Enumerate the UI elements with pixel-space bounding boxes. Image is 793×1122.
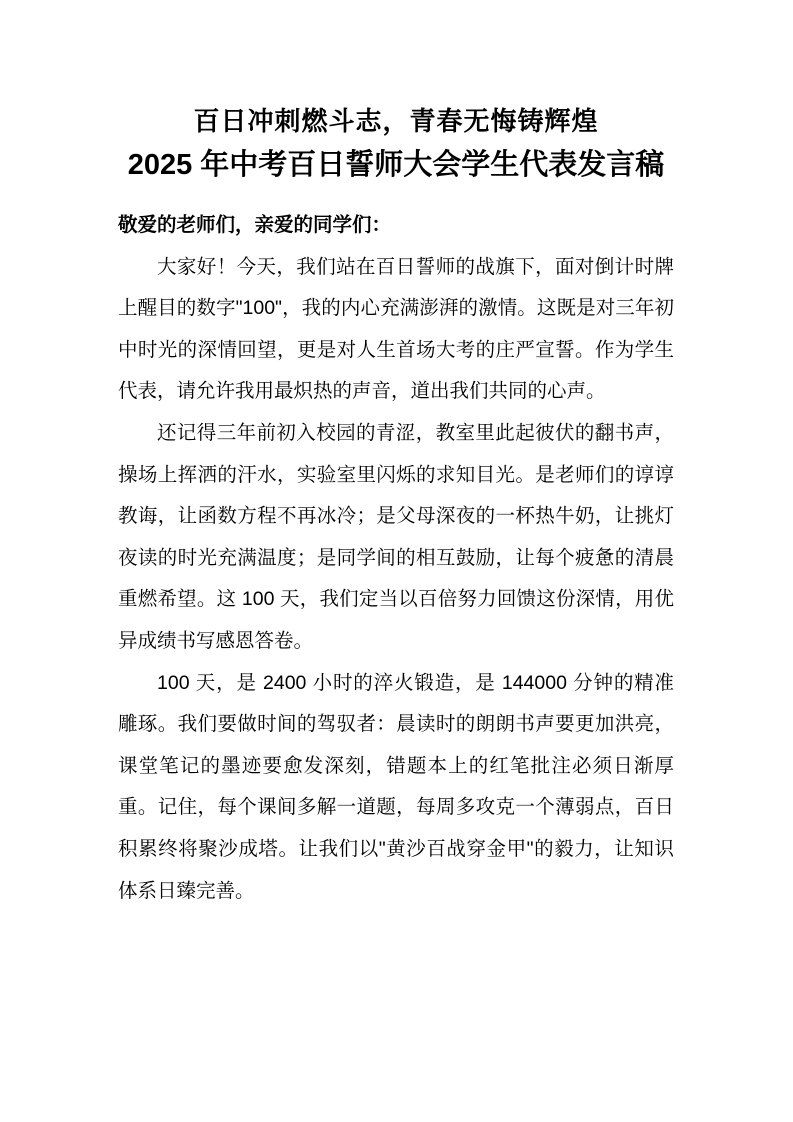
paragraph-1: 大家好！今天，我们站在百日誓师的战旗下，面对倒计时牌上醒目的数字"100"，我的内心充满澎湃的激情。这既是对三年初中时光的深情回望，更是对人生首场大考的庄严宣誓。作为学生代表，请允许我用最炽热的声音，道出我们共同的心声。 <box>118 255 674 403</box>
salutation: 敬爱的老师们，亲爱的同学们： <box>118 214 392 236</box>
paragraph-3: 100 天，是 2400 小时的淬火锻造，是 144000 分钟的精准雕琢。我们要做时间的驾驭者：晨读时的朗朗书声要更加洪亮，课堂笔记的墨迹要愈发深刻，错题本上的红笔批注必须日渐厚重。记住，每个课间多解一道题，每周多攻克一个薄弱点，百日积累终将聚沙成塔。让我们以"黄沙百战穿金甲"的毅力，让知识体系日臻完善。 <box>118 671 674 902</box>
document-title-line2: 2025 年中考百日誓师大会学生代表发言稿 <box>127 149 665 181</box>
document-title-line1: 百日冲刺燃斗志，青春无悔铸辉煌 <box>193 106 599 136</box>
paragraph-2: 还记得三年前初入校园的青涩，教室里此起彼伏的翻书声，操场上挥洒的汗水，实验室里闪烁的求知目光。是老师们的谆谆教诲，让函数方程不再冰冷；是父母深夜的一杯热牛奶，让挑灯夜读的时光充满温度；是同学间的相互鼓励，让每个疲惫的清晨重燃希望。这 100 天，我们定当以百倍努力回馈这份深情，用优异成绩书写感恩答卷。 <box>118 421 674 652</box>
